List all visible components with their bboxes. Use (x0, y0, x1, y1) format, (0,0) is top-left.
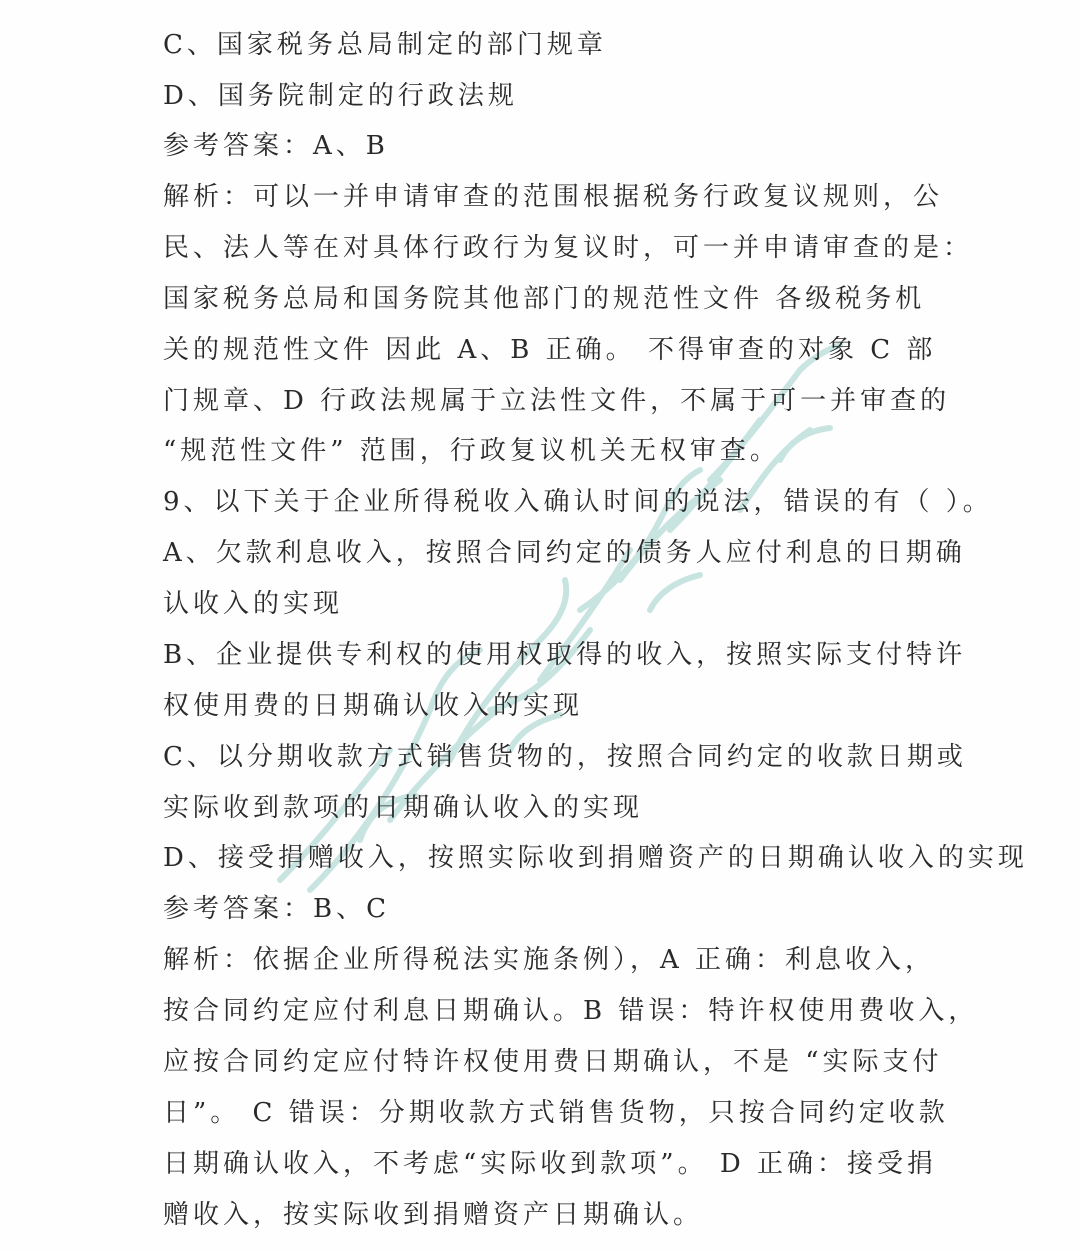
text-line-11: A、欠款利息收入，按照合同约定的债务人应付利息的日期确 (163, 538, 966, 568)
text-line-15: C、以分期收款方式销售货物的，按照合同约定的收款日期或 (163, 742, 967, 772)
text-line-4: 解析：可以一并申请审查的范围根据税务行政复议规则，公 (163, 182, 944, 212)
text-line-10: 9、以下关于企业所得税收入确认时间的说法，错误的有（ ）。 (163, 487, 993, 517)
text-line-21: 应按合同约定应付特许权使用费日期确认，不是 “实际支付 (163, 1047, 943, 1077)
text-line-23: 日期确认收入，不考虑“实际收到款项”。 D 正确：接受捐 (163, 1149, 937, 1179)
text-line-17: D、接受捐赠收入，按照实际收到捐赠资产的日期确认收入的实现 (163, 843, 1028, 873)
text-line-14: 权使用费的日期确认收入的实现 (163, 691, 584, 721)
text-line-5: 民、法人等在对具体行政行为复议时，可一并申请审查的是： (163, 233, 974, 263)
text-line-8: 门规章、D 行政法规属于立法性文件，不属于可一并审查的 (163, 386, 951, 416)
text-line-19: 解析：依据企业所得税法实施条例），A 正确：利息收入， (163, 945, 936, 975)
text-line-24: 赠收入，按实际收到捐赠资产日期确认。 (163, 1200, 704, 1230)
text-line-20: 按合同约定应付利息日期确认。B 错误：特许权使用费收入， (163, 996, 979, 1026)
text-line-1: C、国家税务总局制定的部门规章 (163, 30, 607, 60)
text-line-18: 参考答案：B、C (163, 894, 391, 924)
text-line-22: 日”。 C 错误：分期收款方式销售货物，只按合同约定收款 (163, 1098, 949, 1128)
text-line-12: 认收入的实现 (163, 589, 344, 619)
text-line-16: 实际收到款项的日期确认收入的实现 (163, 793, 644, 823)
text-line-13: B、企业提供专利权的使用权取得的收入，按照实际支付特许 (163, 640, 967, 670)
text-line-6: 国家税务总局和国务院其他部门的规范性文件 各级税务机 (163, 284, 926, 314)
text-line-3: 参考答案：A、B (163, 131, 389, 161)
text-line-2: D、国务院制定的行政法规 (163, 81, 518, 111)
text-line-7: 关的规范性文件 因此 A、B 正确。 不得审查的对象 C 部 (163, 335, 937, 365)
text-line-9: “规范性文件” 范围，行政复议机关无权审查。 (163, 436, 780, 466)
